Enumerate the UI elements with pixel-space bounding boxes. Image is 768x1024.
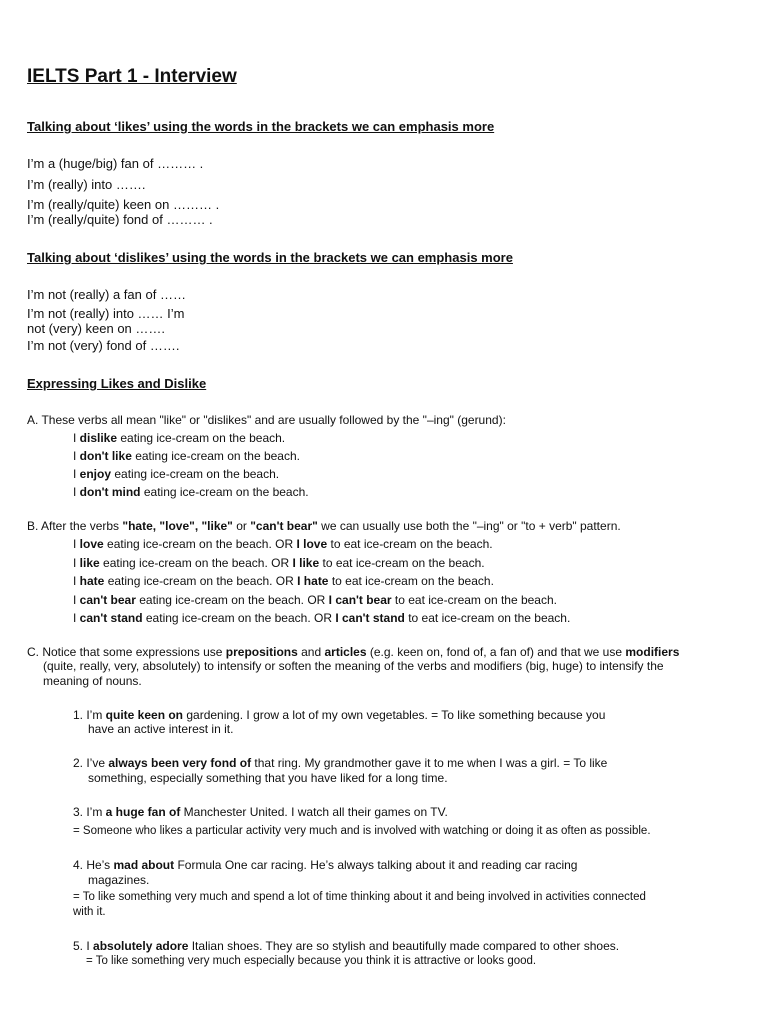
section-c-line: (quite, really, very, absolutely) to intensify or soften the meaning of the verbs and modifiers (big, huge) to intensify the [43,659,664,673]
expressing-heading: Expressing Likes and Dislike [27,376,207,391]
likes-line: I’m (really) into ……. [27,177,146,192]
section-b-item: I can't stand eating ice-cream on the beach. OR I can't stand to eat ice-cream on the beach. [73,611,571,625]
section-b-item: I can't bear eating ice-cream on the beach. OR I can't bear to eat ice-cream on the beach. [73,593,557,607]
dislikes-line: I’m not (really) into …… I’m [27,306,185,321]
example-definition: = Someone who likes a particular activity very much and is involved with watching or doing it as often as possible. [73,825,651,837]
likes-line: I’m (really/quite) fond of ……… . [27,212,213,227]
section-c-line: C. Notice that some expressions use prepositions and articles (e.g. keen on, fond of, a fan of) and that we use modifiers [27,645,680,659]
dislikes-line: not (very) keen on ……. [27,321,165,336]
example-item: 1. I’m quite keen on gardening. I grow a lot of my own vegetables. = To like something because you [73,708,606,722]
example-definition: = To like something very much and spend a lot of time thinking about it and being involved in activities connected [73,891,646,903]
section-a-item: I dislike eating ice-cream on the beach. [73,431,286,445]
likes-line: I’m (really/quite) keen on ……… . [27,197,220,212]
section-a-item: I don't mind eating ice-cream on the beach. [73,485,309,499]
section-b-item: I like eating ice-cream on the beach. OR I like to eat ice-cream on the beach. [73,556,485,570]
example-definition: = To like something very much especially because you think it is attractive or looks good. [86,955,537,967]
dislikes-line: I’m not (really) a fan of …… [27,287,186,302]
example-item: 4. He’s mad about Formula One car racing. He’s always talking about it and reading car racing [73,858,578,872]
section-b-intro: B. After the verbs "hate, "love", "like" or "can't bear" we can usually use both the "–ing" or "to + verb" pattern. [27,519,621,533]
example-item: 5. I absolutely adore Italian shoes. They are so stylish and beautifully made compared to other shoes. [73,939,620,953]
example-definition: magazines. [88,873,150,887]
dislikes-heading: Talking about ‘dislikes’ using the words in the brackets we can emphasis more [27,250,513,265]
example-definition: something, especially something that you have liked for a long time. [88,771,448,785]
page-title: IELTS Part 1 - Interview [27,66,237,87]
section-a-item: I don't like eating ice-cream on the beach. [73,449,300,463]
section-a-intro: A. These verbs all mean "like" or "dislikes" and are usually followed by the "–ing" (gerund): [27,413,506,427]
likes-line: I’m a (huge/big) fan of ……… . [27,156,204,171]
dislikes-line: I’m not (very) fond of ……. [27,338,180,353]
section-b-item: I hate eating ice-cream on the beach. OR I hate to eat ice-cream on the beach. [73,574,494,588]
example-item: 3. I’m a huge fan of Manchester United. I watch all their games on TV. [73,805,448,819]
likes-heading: Talking about ‘likes’ using the words in the brackets we can emphasis more [27,119,495,134]
example-definition: with it. [73,906,106,918]
section-b-item: I love eating ice-cream on the beach. OR I love to eat ice-cream on the beach. [73,537,493,551]
example-item: 2. I’ve always been very fond of that ring. My grandmother gave it to me when I was a girl. = To like [73,756,608,770]
example-definition: have an active interest in it. [88,722,234,736]
section-c-line: meaning of nouns. [43,674,142,688]
section-a-item: I enjoy eating ice-cream on the beach. [73,467,280,481]
